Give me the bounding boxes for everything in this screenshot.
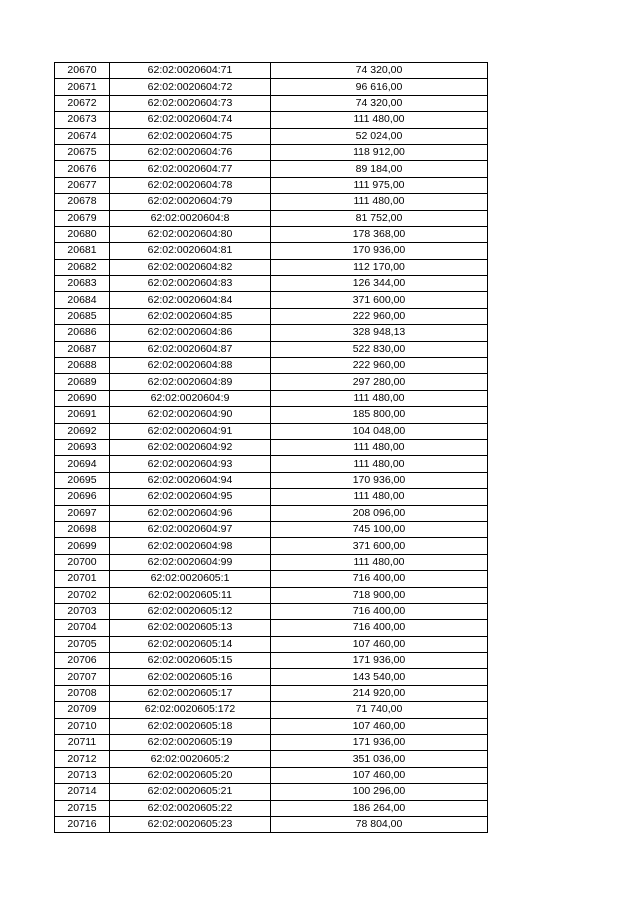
row-number-cell: 20675 <box>55 144 110 160</box>
table-row <box>55 95 488 111</box>
cadastral-value-cell: 745 100,00 <box>271 521 488 537</box>
row-number-cell: 20684 <box>55 292 110 308</box>
table-row <box>55 292 488 308</box>
cadastral-value-cell: 178 368,00 <box>271 226 488 242</box>
cadastral-value-cell: 81 752,00 <box>271 210 488 226</box>
row-number-cell: 20702 <box>55 587 110 603</box>
cadastral-value-cell: 716 400,00 <box>271 571 488 587</box>
cadastral-value-cell: 351 036,00 <box>271 751 488 767</box>
cadastral-number-cell: 62:02:0020605:17 <box>110 685 271 701</box>
cadastral-value-cell: 522 830,00 <box>271 341 488 357</box>
table-row <box>55 439 488 455</box>
cadastral-number-cell: 62:02:0020605:2 <box>110 751 271 767</box>
cadastral-number-cell: 62:02:0020605:23 <box>110 816 271 832</box>
row-number-cell: 20689 <box>55 374 110 390</box>
table-row <box>55 587 488 603</box>
cadastral-value-cell: 78 804,00 <box>271 816 488 832</box>
row-number-cell: 20701 <box>55 571 110 587</box>
cadastral-number-cell: 62:02:0020605:15 <box>110 653 271 669</box>
row-number-cell: 20671 <box>55 79 110 95</box>
table-row <box>55 603 488 619</box>
cadastral-value-cell: 111 480,00 <box>271 489 488 505</box>
table-row <box>55 226 488 242</box>
row-number-cell: 20707 <box>55 669 110 685</box>
cadastral-number-cell: 62:02:0020604:71 <box>110 63 271 79</box>
cadastral-value-cell: 143 540,00 <box>271 669 488 685</box>
row-number-cell: 20682 <box>55 259 110 275</box>
row-number-cell: 20672 <box>55 95 110 111</box>
cadastral-value-cell: 107 460,00 <box>271 718 488 734</box>
cadastral-number-cell: 62:02:0020605:14 <box>110 636 271 652</box>
table-row <box>55 784 488 800</box>
cadastral-value-cell: 89 184,00 <box>271 161 488 177</box>
table-row <box>55 358 488 374</box>
cadastral-number-cell: 62:02:0020605:1 <box>110 571 271 587</box>
table-row <box>55 63 488 79</box>
table-row <box>55 521 488 537</box>
row-number-cell: 20695 <box>55 472 110 488</box>
row-number-cell: 20696 <box>55 489 110 505</box>
table-row <box>55 423 488 439</box>
cadastral-value-cell: 171 936,00 <box>271 735 488 751</box>
cadastral-value-cell: 170 936,00 <box>271 243 488 259</box>
table-row <box>55 636 488 652</box>
table-row <box>55 243 488 259</box>
table-row <box>55 79 488 95</box>
cadastral-number-cell: 62:02:0020604:91 <box>110 423 271 439</box>
cadastral-number-cell: 62:02:0020604:73 <box>110 95 271 111</box>
row-number-cell: 20692 <box>55 423 110 439</box>
table-row <box>55 767 488 783</box>
row-number-cell: 20712 <box>55 751 110 767</box>
table-row <box>55 177 488 193</box>
table-row <box>55 702 488 718</box>
cadastral-value-cell: 111 480,00 <box>271 390 488 406</box>
cadastral-number-cell: 62:02:0020605:19 <box>110 735 271 751</box>
cadastral-number-cell: 62:02:0020604:85 <box>110 308 271 324</box>
cadastral-value-cell: 107 460,00 <box>271 636 488 652</box>
table-row <box>55 259 488 275</box>
table-row <box>55 489 488 505</box>
row-number-cell: 20674 <box>55 128 110 144</box>
cadastral-value-cell: 186 264,00 <box>271 800 488 816</box>
cadastral-value-cell: 111 975,00 <box>271 177 488 193</box>
cadastral-number-cell: 62:02:0020604:76 <box>110 144 271 160</box>
row-number-cell: 20714 <box>55 784 110 800</box>
row-number-cell: 20683 <box>55 276 110 292</box>
row-number-cell: 20713 <box>55 767 110 783</box>
cadastral-value-cell: 104 048,00 <box>271 423 488 439</box>
cadastral-number-cell: 62:02:0020604:80 <box>110 226 271 242</box>
cadastral-value-cell: 111 480,00 <box>271 554 488 570</box>
row-number-cell: 20688 <box>55 358 110 374</box>
cadastral-value-cell: 185 800,00 <box>271 407 488 423</box>
cadastral-number-cell: 62:02:0020604:99 <box>110 554 271 570</box>
cadastral-number-cell: 62:02:0020604:94 <box>110 472 271 488</box>
cadastral-value-cell: 371 600,00 <box>271 292 488 308</box>
table-row <box>55 112 488 128</box>
table-row <box>55 620 488 636</box>
table-row <box>55 472 488 488</box>
table-row <box>55 538 488 554</box>
cadastral-value-cell: 111 480,00 <box>271 112 488 128</box>
cadastral-value-cell: 297 280,00 <box>271 374 488 390</box>
row-number-cell: 20706 <box>55 653 110 669</box>
row-number-cell: 20704 <box>55 620 110 636</box>
cadastral-value-cell: 171 936,00 <box>271 653 488 669</box>
row-number-cell: 20676 <box>55 161 110 177</box>
row-number-cell: 20673 <box>55 112 110 128</box>
cadastral-value-cell: 718 900,00 <box>271 587 488 603</box>
cadastral-value-cell: 100 296,00 <box>271 784 488 800</box>
row-number-cell: 20685 <box>55 308 110 324</box>
row-number-cell: 20679 <box>55 210 110 226</box>
table-row <box>55 816 488 832</box>
cadastral-value-cell: 74 320,00 <box>271 95 488 111</box>
cadastral-number-cell: 62:02:0020604:83 <box>110 276 271 292</box>
cadastral-value-cell: 74 320,00 <box>271 63 488 79</box>
row-number-cell: 20677 <box>55 177 110 193</box>
table-row <box>55 308 488 324</box>
row-number-cell: 20681 <box>55 243 110 259</box>
cadastral-number-cell: 62:02:0020605:172 <box>110 702 271 718</box>
row-number-cell: 20715 <box>55 800 110 816</box>
cadastral-value-cell: 111 480,00 <box>271 439 488 455</box>
row-number-cell: 20687 <box>55 341 110 357</box>
table-row <box>55 390 488 406</box>
cadastral-number-cell: 62:02:0020604:86 <box>110 325 271 341</box>
table-row <box>55 669 488 685</box>
row-number-cell: 20697 <box>55 505 110 521</box>
cadastral-value-cell: 126 344,00 <box>271 276 488 292</box>
row-number-cell: 20703 <box>55 603 110 619</box>
table-row <box>55 194 488 210</box>
cadastral-number-cell: 62:02:0020604:9 <box>110 390 271 406</box>
table-row <box>55 210 488 226</box>
cadastral-number-cell: 62:02:0020605:16 <box>110 669 271 685</box>
row-number-cell: 20678 <box>55 194 110 210</box>
cadastral-value-cell: 52 024,00 <box>271 128 488 144</box>
cadastral-value-cell: 371 600,00 <box>271 538 488 554</box>
cadastral-value-cell: 208 096,00 <box>271 505 488 521</box>
cadastral-value-cell: 111 480,00 <box>271 194 488 210</box>
cadastral-number-cell: 62:02:0020604:77 <box>110 161 271 177</box>
cadastral-value-cell: 118 912,00 <box>271 144 488 160</box>
cadastral-value-cell: 214 920,00 <box>271 685 488 701</box>
cadastral-number-cell: 62:02:0020605:11 <box>110 587 271 603</box>
cadastral-number-cell: 62:02:0020605:21 <box>110 784 271 800</box>
cadastral-number-cell: 62:02:0020604:98 <box>110 538 271 554</box>
cadastral-number-cell: 62:02:0020605:20 <box>110 767 271 783</box>
cadastral-value-cell: 222 960,00 <box>271 358 488 374</box>
cadastral-number-cell: 62:02:0020604:74 <box>110 112 271 128</box>
table-row <box>55 800 488 816</box>
cadastral-value-table <box>54 62 488 833</box>
row-number-cell: 20686 <box>55 325 110 341</box>
table-row <box>55 653 488 669</box>
table-row <box>55 456 488 472</box>
cadastral-value-cell: 96 616,00 <box>271 79 488 95</box>
table-row <box>55 161 488 177</box>
table-row <box>55 685 488 701</box>
row-number-cell: 20699 <box>55 538 110 554</box>
cadastral-number-cell: 62:02:0020605:12 <box>110 603 271 619</box>
cadastral-number-cell: 62:02:0020605:22 <box>110 800 271 816</box>
cadastral-number-cell: 62:02:0020604:92 <box>110 439 271 455</box>
cadastral-number-cell: 62:02:0020604:93 <box>110 456 271 472</box>
row-number-cell: 20716 <box>55 816 110 832</box>
cadastral-value-cell: 112 170,00 <box>271 259 488 275</box>
table-row <box>55 735 488 751</box>
cadastral-number-cell: 62:02:0020604:90 <box>110 407 271 423</box>
table-row <box>55 554 488 570</box>
cadastral-number-cell: 62:02:0020604:8 <box>110 210 271 226</box>
cadastral-value-cell: 716 400,00 <box>271 603 488 619</box>
table-row <box>55 718 488 734</box>
cadastral-number-cell: 62:02:0020604:75 <box>110 128 271 144</box>
cadastral-number-cell: 62:02:0020604:96 <box>110 505 271 521</box>
table-row <box>55 144 488 160</box>
table-row <box>55 505 488 521</box>
cadastral-number-cell: 62:02:0020604:88 <box>110 358 271 374</box>
table-row <box>55 341 488 357</box>
cadastral-number-cell: 62:02:0020604:79 <box>110 194 271 210</box>
row-number-cell: 20705 <box>55 636 110 652</box>
table-body <box>55 63 488 833</box>
cadastral-number-cell: 62:02:0020605:18 <box>110 718 271 734</box>
cadastral-number-cell: 62:02:0020604:78 <box>110 177 271 193</box>
row-number-cell: 20700 <box>55 554 110 570</box>
cadastral-value-cell: 716 400,00 <box>271 620 488 636</box>
cadastral-value-cell: 111 480,00 <box>271 456 488 472</box>
table-row <box>55 374 488 390</box>
row-number-cell: 20693 <box>55 439 110 455</box>
row-number-cell: 20690 <box>55 390 110 406</box>
cadastral-value-cell: 222 960,00 <box>271 308 488 324</box>
cadastral-number-cell: 62:02:0020604:95 <box>110 489 271 505</box>
cadastral-number-cell: 62:02:0020604:87 <box>110 341 271 357</box>
row-number-cell: 20694 <box>55 456 110 472</box>
cadastral-number-cell: 62:02:0020604:97 <box>110 521 271 537</box>
cadastral-number-cell: 62:02:0020604:89 <box>110 374 271 390</box>
table-row <box>55 128 488 144</box>
cadastral-value-cell: 107 460,00 <box>271 767 488 783</box>
cadastral-value-cell: 170 936,00 <box>271 472 488 488</box>
cadastral-number-cell: 62:02:0020604:72 <box>110 79 271 95</box>
cadastral-number-cell: 62:02:0020604:84 <box>110 292 271 308</box>
cadastral-value-cell: 328 948,13 <box>271 325 488 341</box>
row-number-cell: 20710 <box>55 718 110 734</box>
row-number-cell: 20709 <box>55 702 110 718</box>
table-row <box>55 571 488 587</box>
cadastral-number-cell: 62:02:0020605:13 <box>110 620 271 636</box>
table-row <box>55 276 488 292</box>
row-number-cell: 20698 <box>55 521 110 537</box>
table-row <box>55 325 488 341</box>
cadastral-number-cell: 62:02:0020604:81 <box>110 243 271 259</box>
cadastral-value-cell: 71 740,00 <box>271 702 488 718</box>
row-number-cell: 20708 <box>55 685 110 701</box>
row-number-cell: 20680 <box>55 226 110 242</box>
table-row <box>55 407 488 423</box>
table-row <box>55 751 488 767</box>
row-number-cell: 20670 <box>55 63 110 79</box>
row-number-cell: 20691 <box>55 407 110 423</box>
cadastral-number-cell: 62:02:0020604:82 <box>110 259 271 275</box>
row-number-cell: 20711 <box>55 735 110 751</box>
